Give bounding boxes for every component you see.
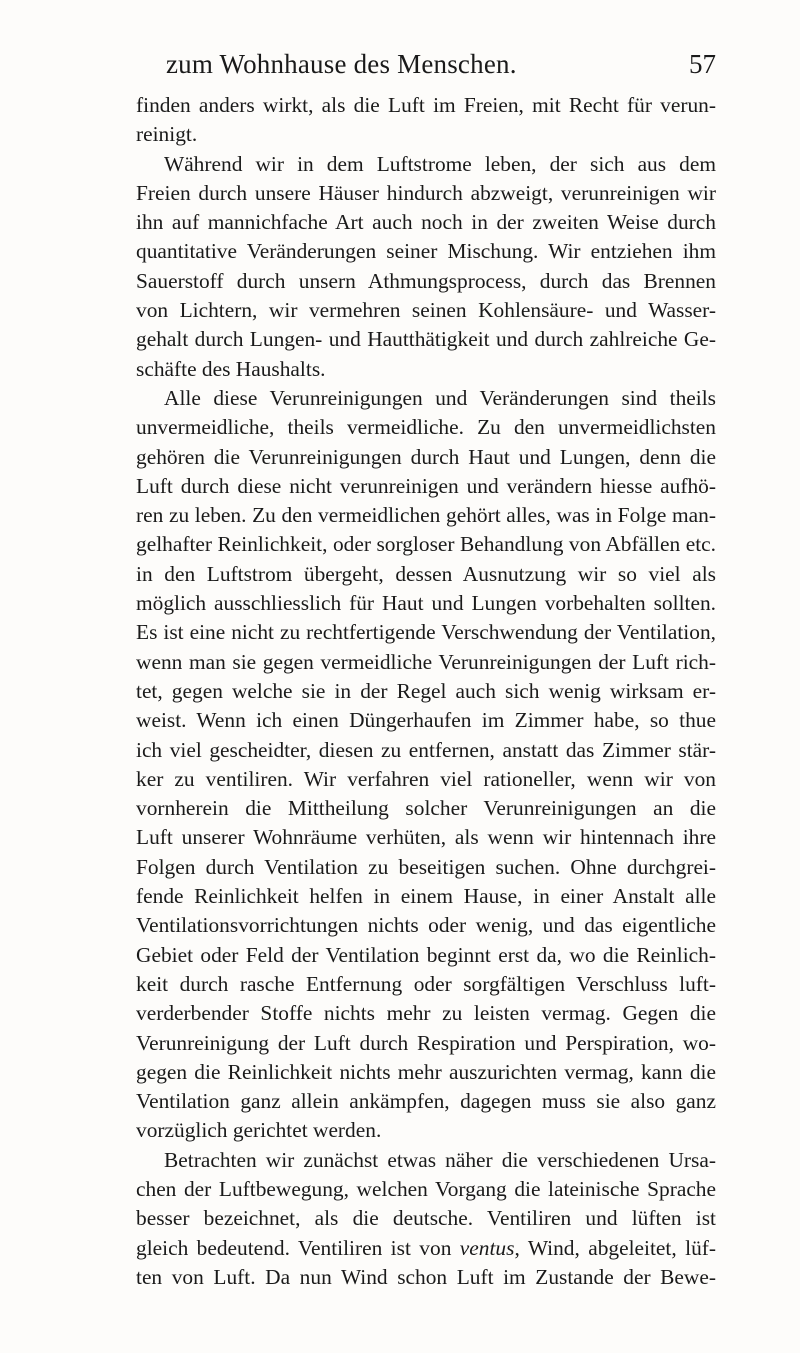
text-line: Betrachten wir zunächst etwas näher die verschiedenen Ursa- [164,1147,716,1172]
text-line: gelhafter Reinlichkeit, oder sorgloser Behandlung von Abfällen etc. [136,532,716,557]
text-line: Ventilation ganz allein ankämpfen, dagegen muss sie also ganz [136,1089,716,1114]
text-line: Sauerstoff durch unsern Athmungsprocess, durch das Brennen [136,268,716,293]
text-line-segment: gleich bedeutend. Ventiliren ist von [136,1235,460,1260]
emphasized-word: ventus [459,1235,515,1260]
page-number: 57 [689,49,716,79]
text-line: tet, gegen welche sie in der Regel auch sich wenig wirksam er- [136,678,716,703]
text-line: möglich ausschliesslich für Haut und Lungen vorbehalten sollten. [136,591,716,616]
text-line: unvermeidliche, theils vermeidliche. Zu den unvermeidlichsten [136,415,716,440]
text-line: Folgen durch Ventilation zu beseitigen suchen. Ohne durchgrei- [136,854,716,879]
text-line: Freien durch unsere Häuser hindurch abzweigt, verunreinigen wir [136,180,716,205]
text-line: ich viel gescheidter, diesen zu entfernen, anstatt das Zimmer stär- [136,737,716,762]
text-line: ren zu leben. Zu den vermeidlichen gehört alles, was in Folge man- [136,503,716,528]
text-line: Verunreinigung der Luft durch Respiration und Perspiration, wo- [136,1030,716,1055]
text-line: Es ist eine nicht zu rechtfertigende Verschwendung der Ventilation, [136,620,716,645]
text-line [136,1234,716,1263]
text-line: chen der Luftbewegung, welchen Vorgang die lateinische Sprache [136,1176,716,1201]
text-line: reinigt. [136,122,198,147]
text-line: Gebiet oder Feld der Ventilation beginnt erst da, wo die Reinlich- [136,942,716,967]
body-text [136,91,716,1292]
text-line: ten von Luft. Da nun Wind schon Luft im Zustande der Bewe- [136,1264,716,1289]
text-line: verderbender Stoffe nichts mehr zu leisten vermag. Gegen die [136,1001,716,1026]
text-line: in den Luftstrom übergeht, dessen Ausnutzung wir so viel als [136,561,716,586]
text-line: Während wir in dem Luftstrome leben, der sich aus dem [164,151,716,176]
text-line: Luft durch diese nicht verunreinigen und verändern hiesse aufhö- [136,473,716,498]
text-line: ker zu ventiliren. Wir verfahren viel rationeller, wenn wir von [136,766,716,791]
text-line-segment: , Wind, abgeleitet, lüf- [514,1235,716,1260]
text-line: gegen die Reinlichkeit nichts mehr auszurichten vermag, kann die [136,1059,716,1084]
text-line: finden anders wirkt, als die Luft im Freien, mit Recht für verun- [136,93,716,117]
text-line: gehören die Verunreinigungen durch Haut und Lungen, denn die [136,444,716,469]
text-line: ihn auf mannichfache Art auch noch in der zweiten Weise durch [136,210,716,235]
text-line: Ventilationsvorrichtungen nichts oder wenig, und das eigentliche [136,913,716,938]
text-line: wenn man sie gegen vermeidliche Verunreinigungen der Luft rich- [136,649,716,674]
text-line: Alle diese Verunreinigungen und Veränderungen sind theils [164,385,716,410]
text-line: quantitative Veränderungen seiner Mischung. Wir entziehen ihm [136,239,716,264]
text-line: von Lichtern, wir vermehren seinen Kohlensäure- und Wasser- [136,298,716,323]
running-head [136,44,716,84]
text-line: vornherein die Mittheilung solcher Verunreinigungen an die [136,796,716,821]
running-title: zum Wohnhause des Menschen. [166,49,517,79]
text-line: keit durch rasche Entfernung oder sorgfältigen Verschluss luft- [136,971,716,996]
text-line: Luft unserer Wohnräume verhüten, als wenn wir hintennach ihre [136,825,716,850]
text-line: schäfte des Haushalts. [136,356,326,381]
text-line: vorzüglich gerichtet werden. [136,1118,382,1143]
text-line: fende Reinlichkeit helfen in einem Hause, in einer Anstalt alle [136,884,716,909]
text-line: besser bezeichnet, als die deutsche. Ventiliren und lüften ist [136,1206,716,1231]
text-line: weist. Wenn ich einen Düngerhaufen im Zimmer habe, so thue [136,708,716,733]
text-line: gehalt durch Lungen- und Hautthätigkeit und durch zahlreiche Ge- [136,327,716,352]
